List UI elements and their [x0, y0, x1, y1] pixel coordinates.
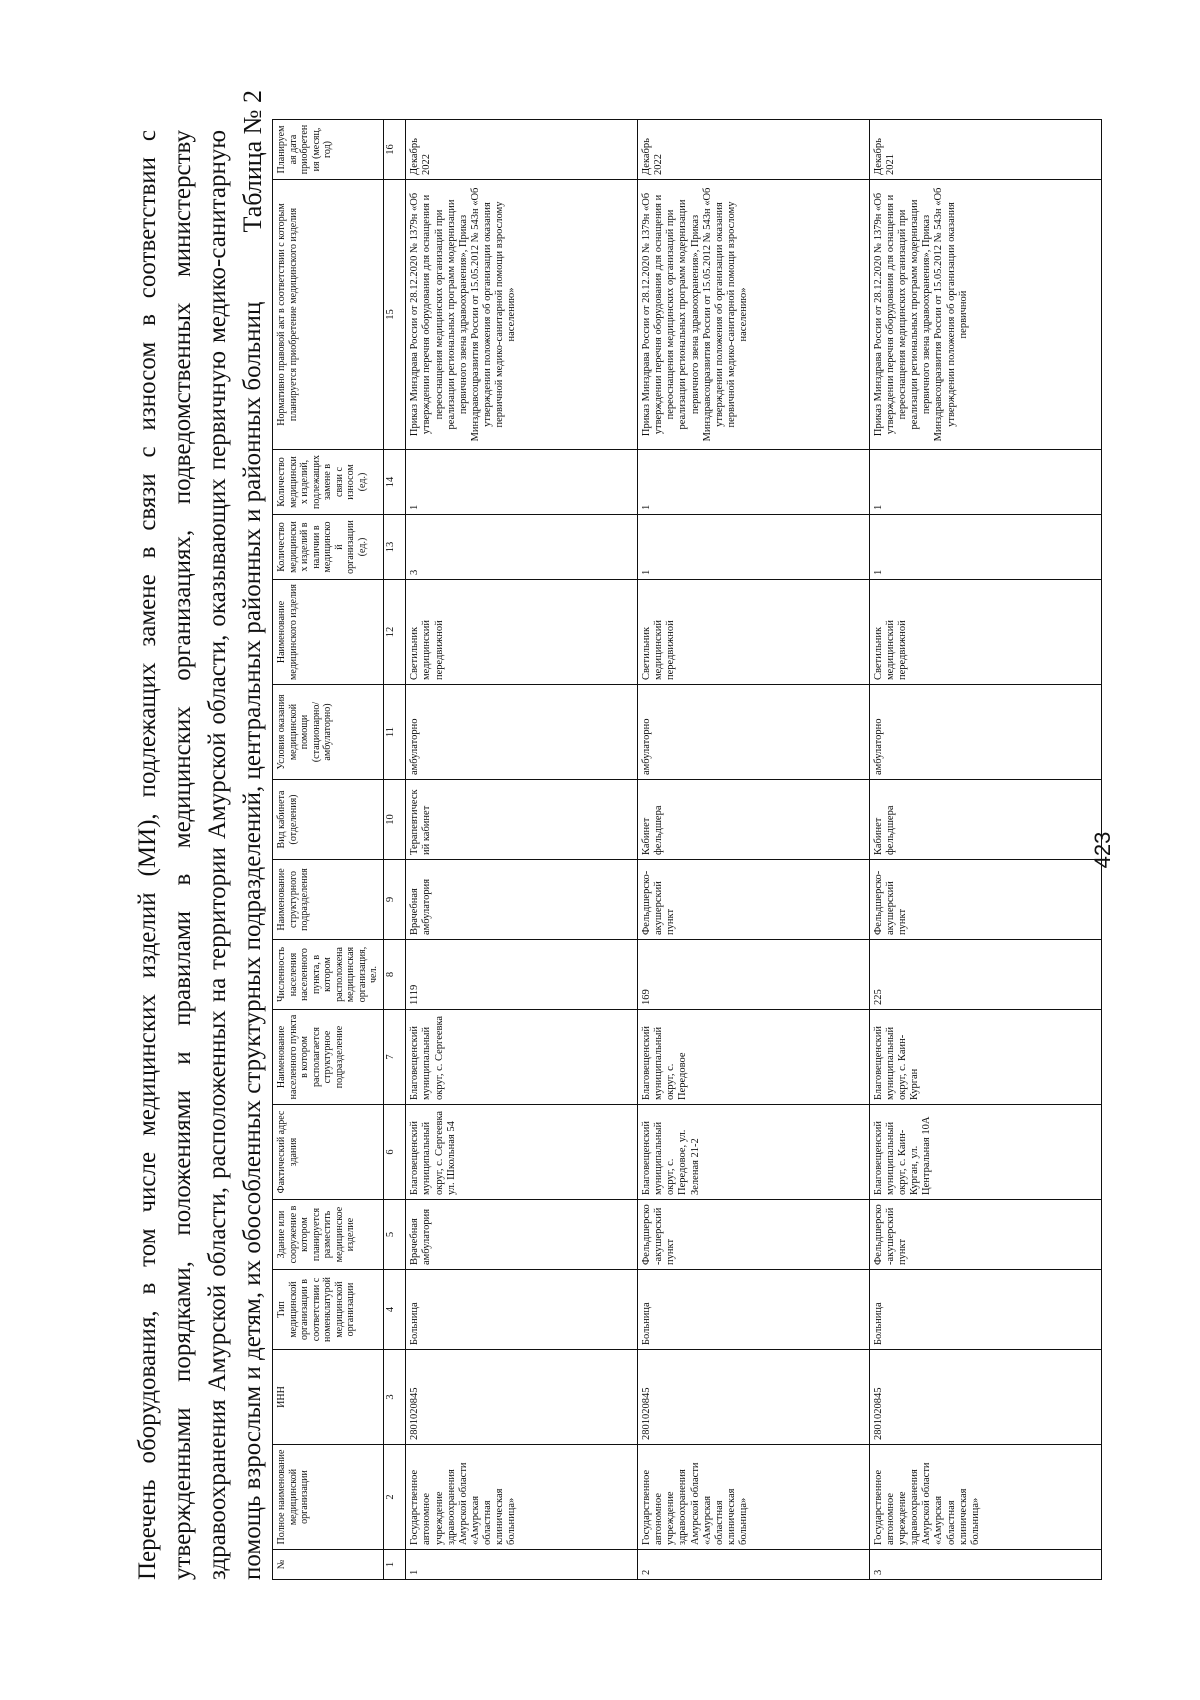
cabinet-type: Кабинет фельдшера — [638, 780, 870, 860]
care-conditions: амбулаторно — [870, 685, 1102, 780]
col-header: Полное наименование медицинской организации — [273, 1445, 384, 1550]
device-name: Светильник медицинский передвижной — [406, 580, 638, 685]
cabinet-type: Кабинет фельдшера — [870, 780, 1102, 860]
table-row — [638, 120, 870, 1580]
planned-date: Декабрь 2022 — [406, 120, 638, 180]
legal-act: Приказ Минздрава России от 28.12.2020 № 1379н «Об утверждении перечня оборудования для оснащения и переоснащения медицинских организаций при реализации региональных программ модернизации первичного звена здравоохранения», Приказ Минздравсоцразвития России от 15.05.2012 № 543н «Об утверждении положения об организации оказания первичной медико-санитарной помощи взрослому населению» — [406, 180, 638, 450]
legal-act: Приказ Минздрава России от 28.12.2020 № 1379н «Об утверждении перечня оборудования для оснащения и переоснащения медицинских организаций при реализации региональных программ модернизации первичного звена здравоохранения», Приказ Минздравсоцразвития России от 15.05.2012 № 543н «Об утверждении положения об организации оказания первичной — [870, 180, 1102, 450]
table-row — [406, 120, 638, 1580]
org-type: Больница — [638, 1270, 870, 1350]
inn: 2801020845 — [406, 1350, 638, 1445]
column-number: 1 — [383, 1550, 406, 1580]
qty-replace: 1 — [406, 450, 638, 515]
table-row — [870, 120, 1102, 1580]
col-header: № — [273, 1550, 384, 1580]
population: 225 — [870, 940, 1102, 1010]
unit-name: Врачебная амбулатория — [406, 860, 638, 940]
column-number: 6 — [383, 1105, 406, 1200]
col-header: Нормативно правовой акт в соответствии с которым планируется приобретение медицинского изделия — [273, 180, 384, 450]
org-name: Государственное автономное учреждение здравоохранения Амурской области «Амурская областная клиническая больница» — [870, 1445, 1102, 1550]
locality: Благовещенский муниципальный округ, с. Каин-Курган — [870, 1010, 1102, 1105]
legal-act: Приказ Минздрава России от 28.12.2020 № 1379н «Об утверждении перечня оборудования для оснащения и переоснащения медицинских организаций при реализации региональных программ модернизации первичного звена здравоохранения», Приказ Минздравсоцразвития России от 15.05.2012 № 543н «Об утверждении положения об организации оказания первичной медико-санитарной помощи взрослому населению» — [638, 180, 870, 450]
col-header: Наименование населенного пункта в котором располагается структурное подразделение — [273, 1010, 384, 1105]
col-header: Условия оказания медицинской помощи (стационарно/амбулаторно) — [273, 685, 384, 780]
column-number: 13 — [383, 515, 406, 580]
row-number: 3 — [870, 1550, 1102, 1580]
building: Фельдшерско-акушерский пункт — [870, 1200, 1102, 1270]
org-name: Государственное автономное учреждение здравоохранения Амурской области «Амурская областная клиническая больница» — [638, 1445, 870, 1550]
column-number: 5 — [383, 1200, 406, 1270]
address: Благовещенский муниципальный округ, с. Каин-Курган, ул. Центральная 10А — [870, 1105, 1102, 1200]
column-number: 7 — [383, 1010, 406, 1105]
device-name: Светильник медицинский передвижной — [870, 580, 1102, 685]
table-title: Таблица № 2 — [238, 90, 267, 233]
column-number: 4 — [383, 1270, 406, 1350]
column-number: 15 — [383, 180, 406, 450]
header-row — [273, 120, 384, 1580]
cabinet-type: Терапевтический кабинет — [406, 780, 638, 860]
row-number: 2 — [638, 1550, 870, 1580]
care-conditions: амбулаторно — [406, 685, 638, 780]
building: Врачебная амбулатория — [406, 1200, 638, 1270]
unit-name: Фельдшерско-акушерский пункт — [870, 860, 1102, 940]
column-number: 2 — [383, 1445, 406, 1550]
address: Благовещенский муниципальный округ, с. Передовое, ул. Зеленая 21-2 — [638, 1105, 870, 1200]
planned-date: Декабрь 2022 — [638, 120, 870, 180]
column-number: 11 — [383, 685, 406, 780]
column-number: 16 — [383, 120, 406, 180]
planned-date: Декабрь 2021 — [870, 120, 1102, 180]
qty-available: 1 — [870, 515, 1102, 580]
col-header: Наименование медицинского изделия — [273, 580, 384, 685]
col-header: Количество медицинских изделий в наличии в медицинской организации (ед.) — [273, 515, 384, 580]
column-number-row — [383, 120, 406, 1580]
org-type: Больница — [870, 1270, 1102, 1350]
inn: 2801020845 — [870, 1350, 1102, 1445]
column-number: 12 — [383, 580, 406, 685]
address: Благовещенский муниципальный округ, с. Сергеевка ул. Школьная 54 — [406, 1105, 638, 1200]
col-header: Тип медицинской организации в соответствии с номенклатурой медицинской организации — [273, 1270, 384, 1350]
qty-replace: 1 — [638, 450, 870, 515]
col-header: Вид кабинета (отделения) — [273, 780, 384, 860]
document-heading: Перечень оборудования, в том числе медицинских изделий (МИ), подлежащих замене в связи с износом в соответствии с утвержденными порядками, положениями и правилами в медицинских организациях, подведомственных министерству здравоохранения Амурской области, расположенных на территории Амурской области, оказывающих первичную медико-санитарную помощь взрослым и детям, их обособленных структурных подразделений, центральных районных и районных больниц — [134, 130, 266, 1580]
locality: Благовещенский муниципальный округ, с. Сергеевка — [406, 1010, 638, 1105]
column-number: 3 — [383, 1350, 406, 1445]
qty-available: 3 — [406, 515, 638, 580]
col-header: Здание или сооружение в котором планируется разместить медицинское изделие — [273, 1200, 384, 1270]
col-header: ИНН — [273, 1350, 384, 1445]
col-header: Планируемая дата приобретения (месяц, год) — [273, 120, 384, 180]
inn: 2801020845 — [638, 1350, 870, 1445]
building: Фельдшерско-акушерский пункт — [638, 1200, 870, 1270]
equipment-table — [272, 119, 1102, 1580]
column-number: 14 — [383, 450, 406, 515]
org-name: Государственное автономное учреждение здравоохранения Амурской области «Амурская областная клиническая больница» — [406, 1445, 638, 1550]
column-number: 10 — [383, 780, 406, 860]
device-name: Светильник медицинский передвижной — [638, 580, 870, 685]
column-number: 9 — [383, 860, 406, 940]
page-number: 423 — [1090, 831, 1115, 869]
org-type: Больница — [406, 1270, 638, 1350]
col-header: Наименование структурного подразделения — [273, 860, 384, 940]
row-number: 1 — [406, 1550, 638, 1580]
care-conditions: амбулаторно — [638, 685, 870, 780]
unit-name: Фельдшерско-акушерский пункт — [638, 860, 870, 940]
col-header: Количество медицинских изделий, подлежащих замене в связи с износом (ед.) — [273, 450, 384, 515]
qty-available: 1 — [638, 515, 870, 580]
population: 1119 — [406, 940, 638, 1010]
qty-replace: 1 — [870, 450, 1102, 515]
population: 169 — [638, 940, 870, 1010]
locality: Благовещенский муниципальный округ, с. Передовое — [638, 1010, 870, 1105]
column-number: 8 — [383, 940, 406, 1010]
col-header: Численность населения населенного пункта, в котором расположена медицинская организация, чел. — [273, 940, 384, 1010]
col-header: Фактический адрес здания — [273, 1105, 384, 1200]
